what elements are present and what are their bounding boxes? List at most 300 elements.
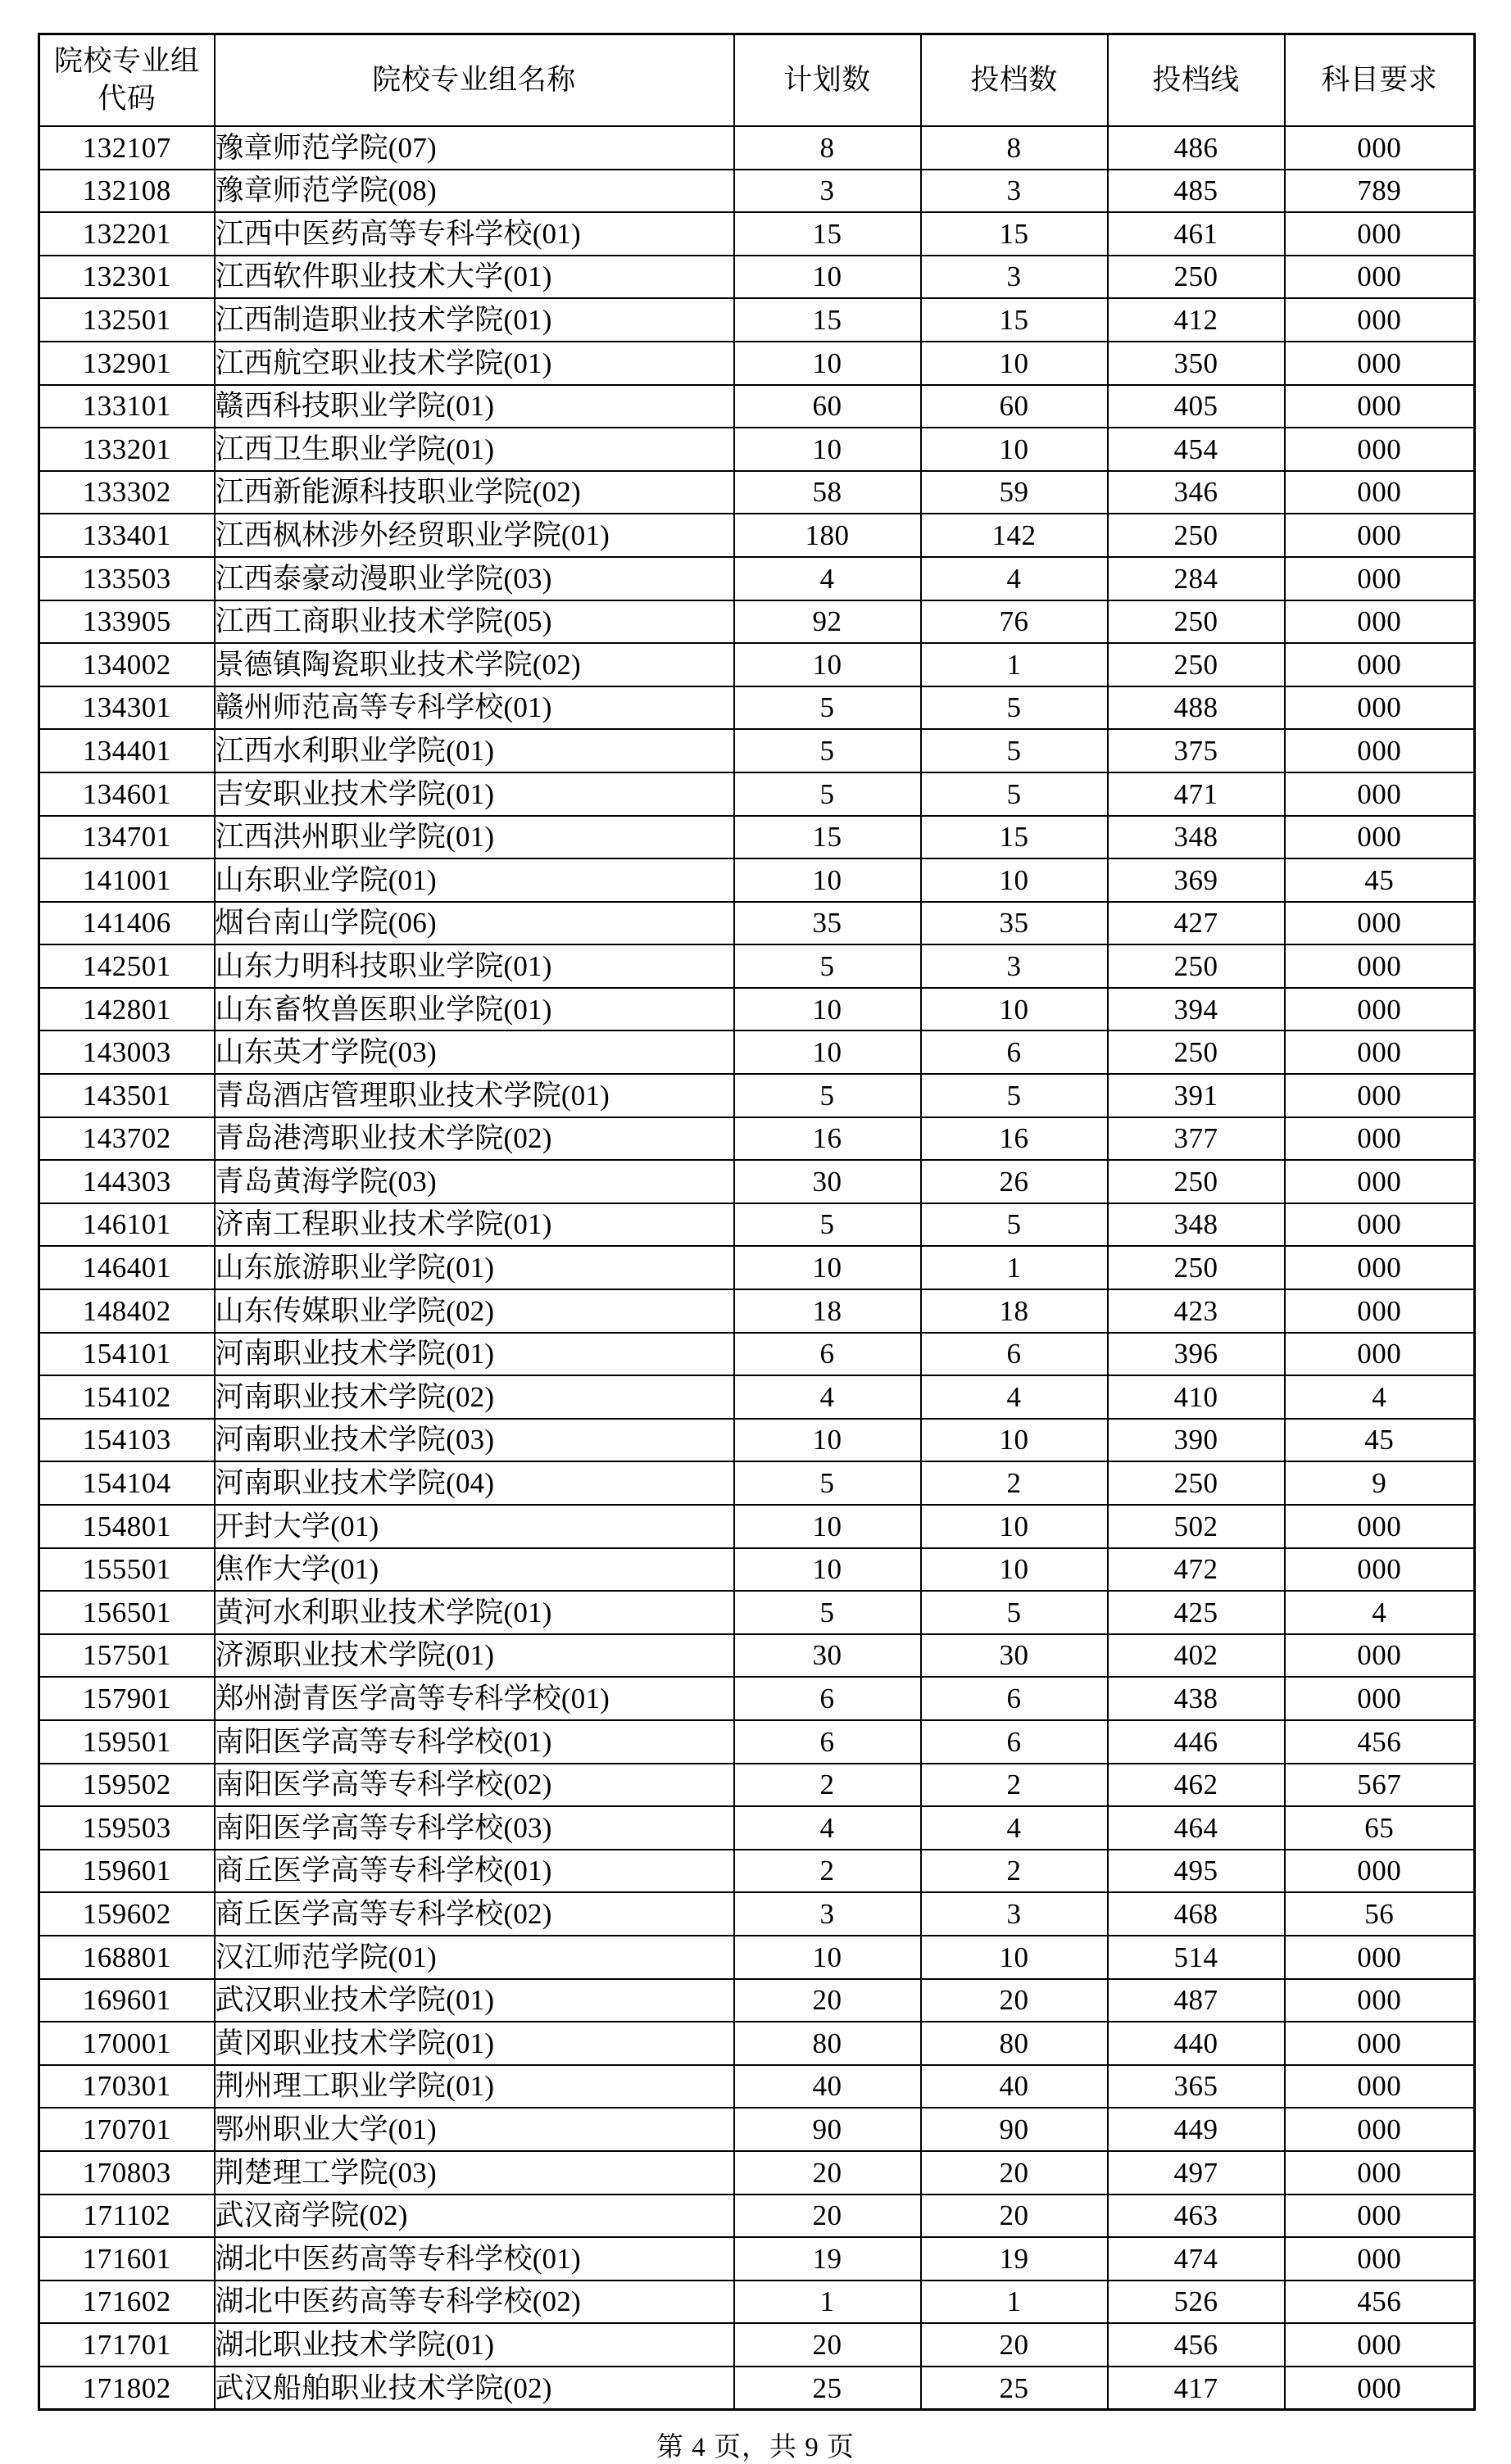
cell-sent: 30 [921,1634,1108,1678]
cell-name: 赣州师范高等专科学校(01) [215,686,734,730]
cell-sent: 10 [921,1548,1108,1592]
cell-line: 456 [1108,2323,1285,2367]
cell-name: 河南职业技术学院(01) [215,1333,734,1376]
cell-code: 157901 [39,1677,215,1720]
cell-subject: 000 [1285,902,1475,945]
cell-name: 烟台南山学院(06) [215,902,734,945]
cell-sent: 25 [921,2367,1108,2410]
cell-subject: 000 [1285,557,1475,600]
cell-line: 446 [1108,1720,1285,1764]
column-header-sent: 投档数 [921,34,1108,127]
table-row [39,1720,1475,1764]
cell-code: 142501 [39,944,215,988]
cell-sent: 20 [921,1979,1108,2022]
cell-line: 463 [1108,2194,1285,2238]
cell-code: 134601 [39,772,215,816]
cell-sent: 20 [921,2323,1108,2367]
cell-name: 赣西科技职业学院(01) [215,385,734,428]
cell-plan: 19 [734,2237,921,2281]
cell-plan: 5 [734,686,921,730]
cell-name: 商丘医学高等专科学校(01) [215,1850,734,1893]
table-header [39,34,1475,127]
cell-plan: 3 [734,1892,921,1936]
cell-plan: 15 [734,816,921,859]
cell-line: 284 [1108,557,1285,600]
cell-subject: 000 [1285,1289,1475,1333]
cell-name: 江西航空职业技术学院(01) [215,342,734,385]
table-row [39,256,1475,299]
cell-code: 134301 [39,686,215,730]
cell-subject: 000 [1285,600,1475,644]
cell-sent: 40 [921,2065,1108,2108]
cell-line: 497 [1108,2151,1285,2194]
cell-code: 154101 [39,1333,215,1376]
cell-sent: 16 [921,1117,1108,1161]
cell-subject: 9 [1285,1461,1475,1505]
cell-name: 河南职业技术学院(03) [215,1419,734,1462]
cell-name: 江西工商职业技术学院(05) [215,600,734,644]
cell-code: 146401 [39,1246,215,1289]
cell-subject: 000 [1285,1203,1475,1247]
cell-name: 江西制造职业技术学院(01) [215,298,734,342]
table-row [39,557,1475,600]
cell-plan: 2 [734,1764,921,1807]
cell-subject: 000 [1285,126,1475,170]
cell-plan: 5 [734,1591,921,1634]
table-row [39,1074,1475,1117]
table-row [39,729,1475,772]
cell-plan: 10 [734,428,921,471]
cell-sent: 5 [921,772,1108,816]
cell-code: 169601 [39,1979,215,2022]
cell-line: 486 [1108,126,1285,170]
column-header-subject: 科目要求 [1285,34,1475,127]
cell-plan: 40 [734,2065,921,2108]
cell-subject: 000 [1285,2151,1475,2194]
column-header-code [39,34,215,127]
table-row [39,816,1475,859]
cell-plan: 10 [734,988,921,1031]
table-row [39,1505,1475,1548]
cell-subject: 000 [1285,1634,1475,1678]
cell-plan: 16 [734,1117,921,1161]
cell-plan: 60 [734,385,921,428]
cell-subject: 000 [1285,1117,1475,1161]
cell-plan: 10 [734,858,921,902]
cell-name: 商丘医学高等专科学校(02) [215,1892,734,1936]
cell-plan: 10 [734,342,921,385]
table-row [39,1634,1475,1678]
cell-code: 141406 [39,902,215,945]
cell-sent: 18 [921,1289,1108,1333]
cell-sent: 5 [921,1591,1108,1634]
cell-plan: 10 [734,1246,921,1289]
cell-name: 湖北中医药高等专科学校(02) [215,2281,734,2324]
cell-code: 170701 [39,2108,215,2151]
table-row [39,1333,1475,1376]
cell-code: 133905 [39,600,215,644]
cell-subject: 000 [1285,1160,1475,1203]
cell-plan: 18 [734,1289,921,1333]
cell-line: 464 [1108,1806,1285,1850]
cell-plan: 20 [734,1979,921,2022]
column-header-code-line1: 院校专业组 [53,44,200,77]
cell-subject: 000 [1285,988,1475,1031]
cell-plan: 8 [734,126,921,170]
cell-name: 南阳医学高等专科学校(02) [215,1764,734,1807]
cell-line: 427 [1108,902,1285,945]
cell-code: 171102 [39,2194,215,2238]
table-row [39,1806,1475,1850]
column-header-name: 院校专业组名称 [215,34,734,127]
cell-line: 454 [1108,428,1285,471]
cell-subject: 000 [1285,1505,1475,1548]
cell-name: 武汉职业技术学院(01) [215,1979,734,2022]
cell-code: 159502 [39,1764,215,1807]
cell-name: 湖北职业技术学院(01) [215,2323,734,2367]
cell-name: 豫章师范学院(08) [215,170,734,213]
cell-subject: 000 [1285,2022,1475,2065]
table-row [39,1203,1475,1247]
cell-line: 396 [1108,1333,1285,1376]
cell-sent: 3 [921,256,1108,299]
cell-subject: 000 [1285,1074,1475,1117]
table-row [39,170,1475,213]
cell-plan: 5 [734,1461,921,1505]
cell-name: 江西枫林涉外经贸职业学院(01) [215,514,734,557]
cell-plan: 35 [734,902,921,945]
table-row [39,858,1475,902]
column-header-code-line2: 代码 [98,83,157,115]
cell-sent: 15 [921,298,1108,342]
cell-plan: 3 [734,170,921,213]
table-row [39,2367,1475,2410]
cell-sent: 10 [921,988,1108,1031]
cell-plan: 5 [734,772,921,816]
cell-line: 485 [1108,170,1285,213]
cell-subject: 000 [1285,1936,1475,1979]
cell-line: 487 [1108,1979,1285,2022]
cell-code: 132108 [39,170,215,213]
cell-code: 154801 [39,1505,215,1548]
cell-plan: 30 [734,1160,921,1203]
cell-line: 495 [1108,1850,1285,1893]
cell-subject: 000 [1285,1548,1475,1592]
cell-line: 461 [1108,212,1285,256]
table-row [39,2194,1475,2238]
cell-line: 391 [1108,1074,1285,1117]
cell-sent: 10 [921,1419,1108,1462]
cell-subject: 000 [1285,1246,1475,1289]
table-row [39,2281,1475,2324]
table-row [39,298,1475,342]
cell-plan: 15 [734,212,921,256]
table-row [39,2237,1475,2281]
cell-name: 青岛港湾职业技术学院(02) [215,1117,734,1161]
cell-code: 132301 [39,256,215,299]
cell-subject: 456 [1285,1720,1475,1764]
cell-line: 250 [1108,1160,1285,1203]
cell-code: 171601 [39,2237,215,2281]
cell-line: 438 [1108,1677,1285,1720]
cell-name: 江西新能源科技职业学院(02) [215,471,734,514]
cell-subject: 000 [1285,772,1475,816]
cell-plan: 4 [734,1806,921,1850]
cell-sent: 35 [921,902,1108,945]
cell-code: 154103 [39,1419,215,1462]
cell-code: 155501 [39,1548,215,1592]
cell-plan: 6 [734,1333,921,1376]
cell-sent: 20 [921,2194,1108,2238]
cell-subject: 000 [1285,256,1475,299]
cell-line: 402 [1108,1634,1285,1678]
cell-name: 郑州澍青医学高等专科学校(01) [215,1677,734,1720]
cell-plan: 4 [734,1375,921,1419]
cell-plan: 90 [734,2108,921,2151]
cell-line: 375 [1108,729,1285,772]
cell-name: 江西中医药高等专科学校(01) [215,212,734,256]
cell-plan: 180 [734,514,921,557]
cell-subject: 000 [1285,2237,1475,2281]
cell-line: 250 [1108,1030,1285,1074]
table-row [39,1160,1475,1203]
table-row [39,126,1475,170]
cell-subject: 000 [1285,514,1475,557]
table-row [39,1979,1475,2022]
cell-line: 350 [1108,342,1285,385]
cell-code: 148402 [39,1289,215,1333]
table-row [39,2323,1475,2367]
cell-line: 250 [1108,643,1285,686]
cell-subject: 45 [1285,1419,1475,1462]
table-row [39,1677,1475,1720]
cell-plan: 25 [734,2367,921,2410]
cell-sent: 1 [921,643,1108,686]
cell-code: 171602 [39,2281,215,2324]
cell-code: 132901 [39,342,215,385]
cell-code: 133101 [39,385,215,428]
cell-subject: 000 [1285,385,1475,428]
page-footer: 第 4 页，共 9 页 [656,2433,855,2463]
table-row [39,342,1475,385]
table-header-row [39,34,1475,127]
cell-line: 346 [1108,471,1285,514]
table-row [39,1419,1475,1462]
cell-line: 472 [1108,1548,1285,1592]
cell-name: 河南职业技术学院(02) [215,1375,734,1419]
table-row [39,471,1475,514]
cell-sent: 19 [921,2237,1108,2281]
cell-name: 江西软件职业技术大学(01) [215,256,734,299]
cell-name: 江西卫生职业学院(01) [215,428,734,471]
cell-line: 449 [1108,2108,1285,2151]
cell-code: 132107 [39,126,215,170]
cell-name: 山东力明科技职业学院(01) [215,944,734,988]
cell-sent: 5 [921,1203,1108,1247]
table-row [39,1764,1475,1807]
cell-sent: 5 [921,1074,1108,1117]
table-row [39,1289,1475,1333]
cell-name: 南阳医学高等专科学校(03) [215,1806,734,1850]
cell-plan: 15 [734,298,921,342]
cell-name: 豫章师范学院(07) [215,126,734,170]
cell-plan: 20 [734,2323,921,2367]
cell-code: 157501 [39,1634,215,1678]
cell-name: 河南职业技术学院(04) [215,1461,734,1505]
cell-subject: 000 [1285,1677,1475,1720]
cell-plan: 10 [734,1419,921,1462]
cell-line: 462 [1108,1764,1285,1807]
cell-line: 365 [1108,2065,1285,2108]
cell-plan: 5 [734,1074,921,1117]
cell-subject: 000 [1285,643,1475,686]
table-row [39,902,1475,945]
cell-sent: 10 [921,1505,1108,1548]
cell-name: 青岛黄海学院(03) [215,1160,734,1203]
cell-line: 502 [1108,1505,1285,1548]
cell-name: 景德镇陶瓷职业技术学院(02) [215,643,734,686]
cell-subject: 45 [1285,858,1475,902]
cell-plan: 10 [734,256,921,299]
cell-subject: 000 [1285,2323,1475,2367]
cell-name: 黄冈职业技术学院(01) [215,2022,734,2065]
cell-subject: 000 [1285,342,1475,385]
cell-sent: 2 [921,1850,1108,1893]
cell-subject: 65 [1285,1806,1475,1850]
cell-code: 171701 [39,2323,215,2367]
cell-subject: 000 [1285,944,1475,988]
column-header-line: 投档线 [1108,34,1285,127]
cell-sent: 26 [921,1160,1108,1203]
cell-sent: 20 [921,2151,1108,2194]
cell-code: 141001 [39,858,215,902]
cell-name: 武汉商学院(02) [215,2194,734,2238]
cell-subject: 000 [1285,1979,1475,2022]
cell-code: 170001 [39,2022,215,2065]
table-row [39,1030,1475,1074]
table-row [39,1461,1475,1505]
table-row [39,212,1475,256]
cell-code: 143702 [39,1117,215,1161]
cell-code: 134701 [39,816,215,859]
cell-sent: 3 [921,1892,1108,1936]
cell-line: 394 [1108,988,1285,1031]
table-row [39,600,1475,644]
cell-code: 154102 [39,1375,215,1419]
cell-name: 青岛酒店管理职业技术学院(01) [215,1074,734,1117]
cell-sent: 1 [921,1246,1108,1289]
cell-line: 526 [1108,2281,1285,2324]
cell-code: 132201 [39,212,215,256]
cell-name: 湖北中医药高等专科学校(01) [215,2237,734,2281]
cell-name: 南阳医学高等专科学校(01) [215,1720,734,1764]
cell-plan: 6 [734,1720,921,1764]
cell-code: 170803 [39,2151,215,2194]
cell-sent: 5 [921,686,1108,730]
cell-line: 250 [1108,600,1285,644]
cell-sent: 4 [921,557,1108,600]
cell-line: 425 [1108,1591,1285,1634]
cell-code: 133503 [39,557,215,600]
table-row [39,385,1475,428]
cell-subject: 000 [1285,1030,1475,1074]
column-header-plan: 计划数 [734,34,921,127]
cell-line: 377 [1108,1117,1285,1161]
cell-sent: 6 [921,1030,1108,1074]
cell-name: 荆州理工职业学院(01) [215,2065,734,2108]
cell-line: 474 [1108,2237,1285,2281]
cell-name: 山东旅游职业学院(01) [215,1246,734,1289]
cell-name: 江西水利职业学院(01) [215,729,734,772]
cell-plan: 92 [734,600,921,644]
cell-sent: 5 [921,729,1108,772]
cell-line: 369 [1108,858,1285,902]
cell-line: 423 [1108,1289,1285,1333]
cell-sent: 80 [921,2022,1108,2065]
cell-code: 134002 [39,643,215,686]
cell-subject: 000 [1285,816,1475,859]
cell-plan: 30 [734,1634,921,1678]
cell-plan: 2 [734,1850,921,1893]
cell-subject: 000 [1285,2065,1475,2108]
cell-subject: 4 [1285,1591,1475,1634]
cell-subject: 000 [1285,471,1475,514]
table-row [39,643,1475,686]
cell-sent: 10 [921,428,1108,471]
cell-code: 134401 [39,729,215,772]
table-row [39,1850,1475,1893]
cell-line: 417 [1108,2367,1285,2410]
cell-code: 159503 [39,1806,215,1850]
cell-plan: 10 [734,643,921,686]
cell-plan: 5 [734,1203,921,1247]
cell-sent: 15 [921,212,1108,256]
cell-line: 250 [1108,1246,1285,1289]
table-row [39,2022,1475,2065]
cell-sent: 90 [921,2108,1108,2151]
cell-subject: 4 [1285,1375,1475,1419]
cell-subject: 000 [1285,2367,1475,2410]
cell-sent: 10 [921,1936,1108,1979]
cell-name: 济源职业技术学院(01) [215,1634,734,1678]
cell-sent: 2 [921,1764,1108,1807]
cell-line: 250 [1108,1461,1285,1505]
table-row [39,1117,1475,1161]
cell-plan: 20 [734,2194,921,2238]
cell-sent: 142 [921,514,1108,557]
cell-code: 133201 [39,428,215,471]
table-row [39,2065,1475,2108]
cell-line: 468 [1108,1892,1285,1936]
cell-sent: 8 [921,126,1108,170]
table-row [39,2151,1475,2194]
table-body [39,126,1475,2410]
cell-code: 168801 [39,1936,215,1979]
cell-subject: 000 [1285,298,1475,342]
cell-plan: 10 [734,1030,921,1074]
cell-sent: 59 [921,471,1108,514]
cell-code: 132501 [39,298,215,342]
cell-name: 济南工程职业技术学院(01) [215,1203,734,1247]
cell-subject: 000 [1285,1850,1475,1893]
cell-code: 143501 [39,1074,215,1117]
cell-name: 开封大学(01) [215,1505,734,1548]
cell-line: 471 [1108,772,1285,816]
cell-plan: 6 [734,1677,921,1720]
cell-plan: 80 [734,2022,921,2065]
cell-code: 159501 [39,1720,215,1764]
cell-name: 江西泰豪动漫职业学院(03) [215,557,734,600]
